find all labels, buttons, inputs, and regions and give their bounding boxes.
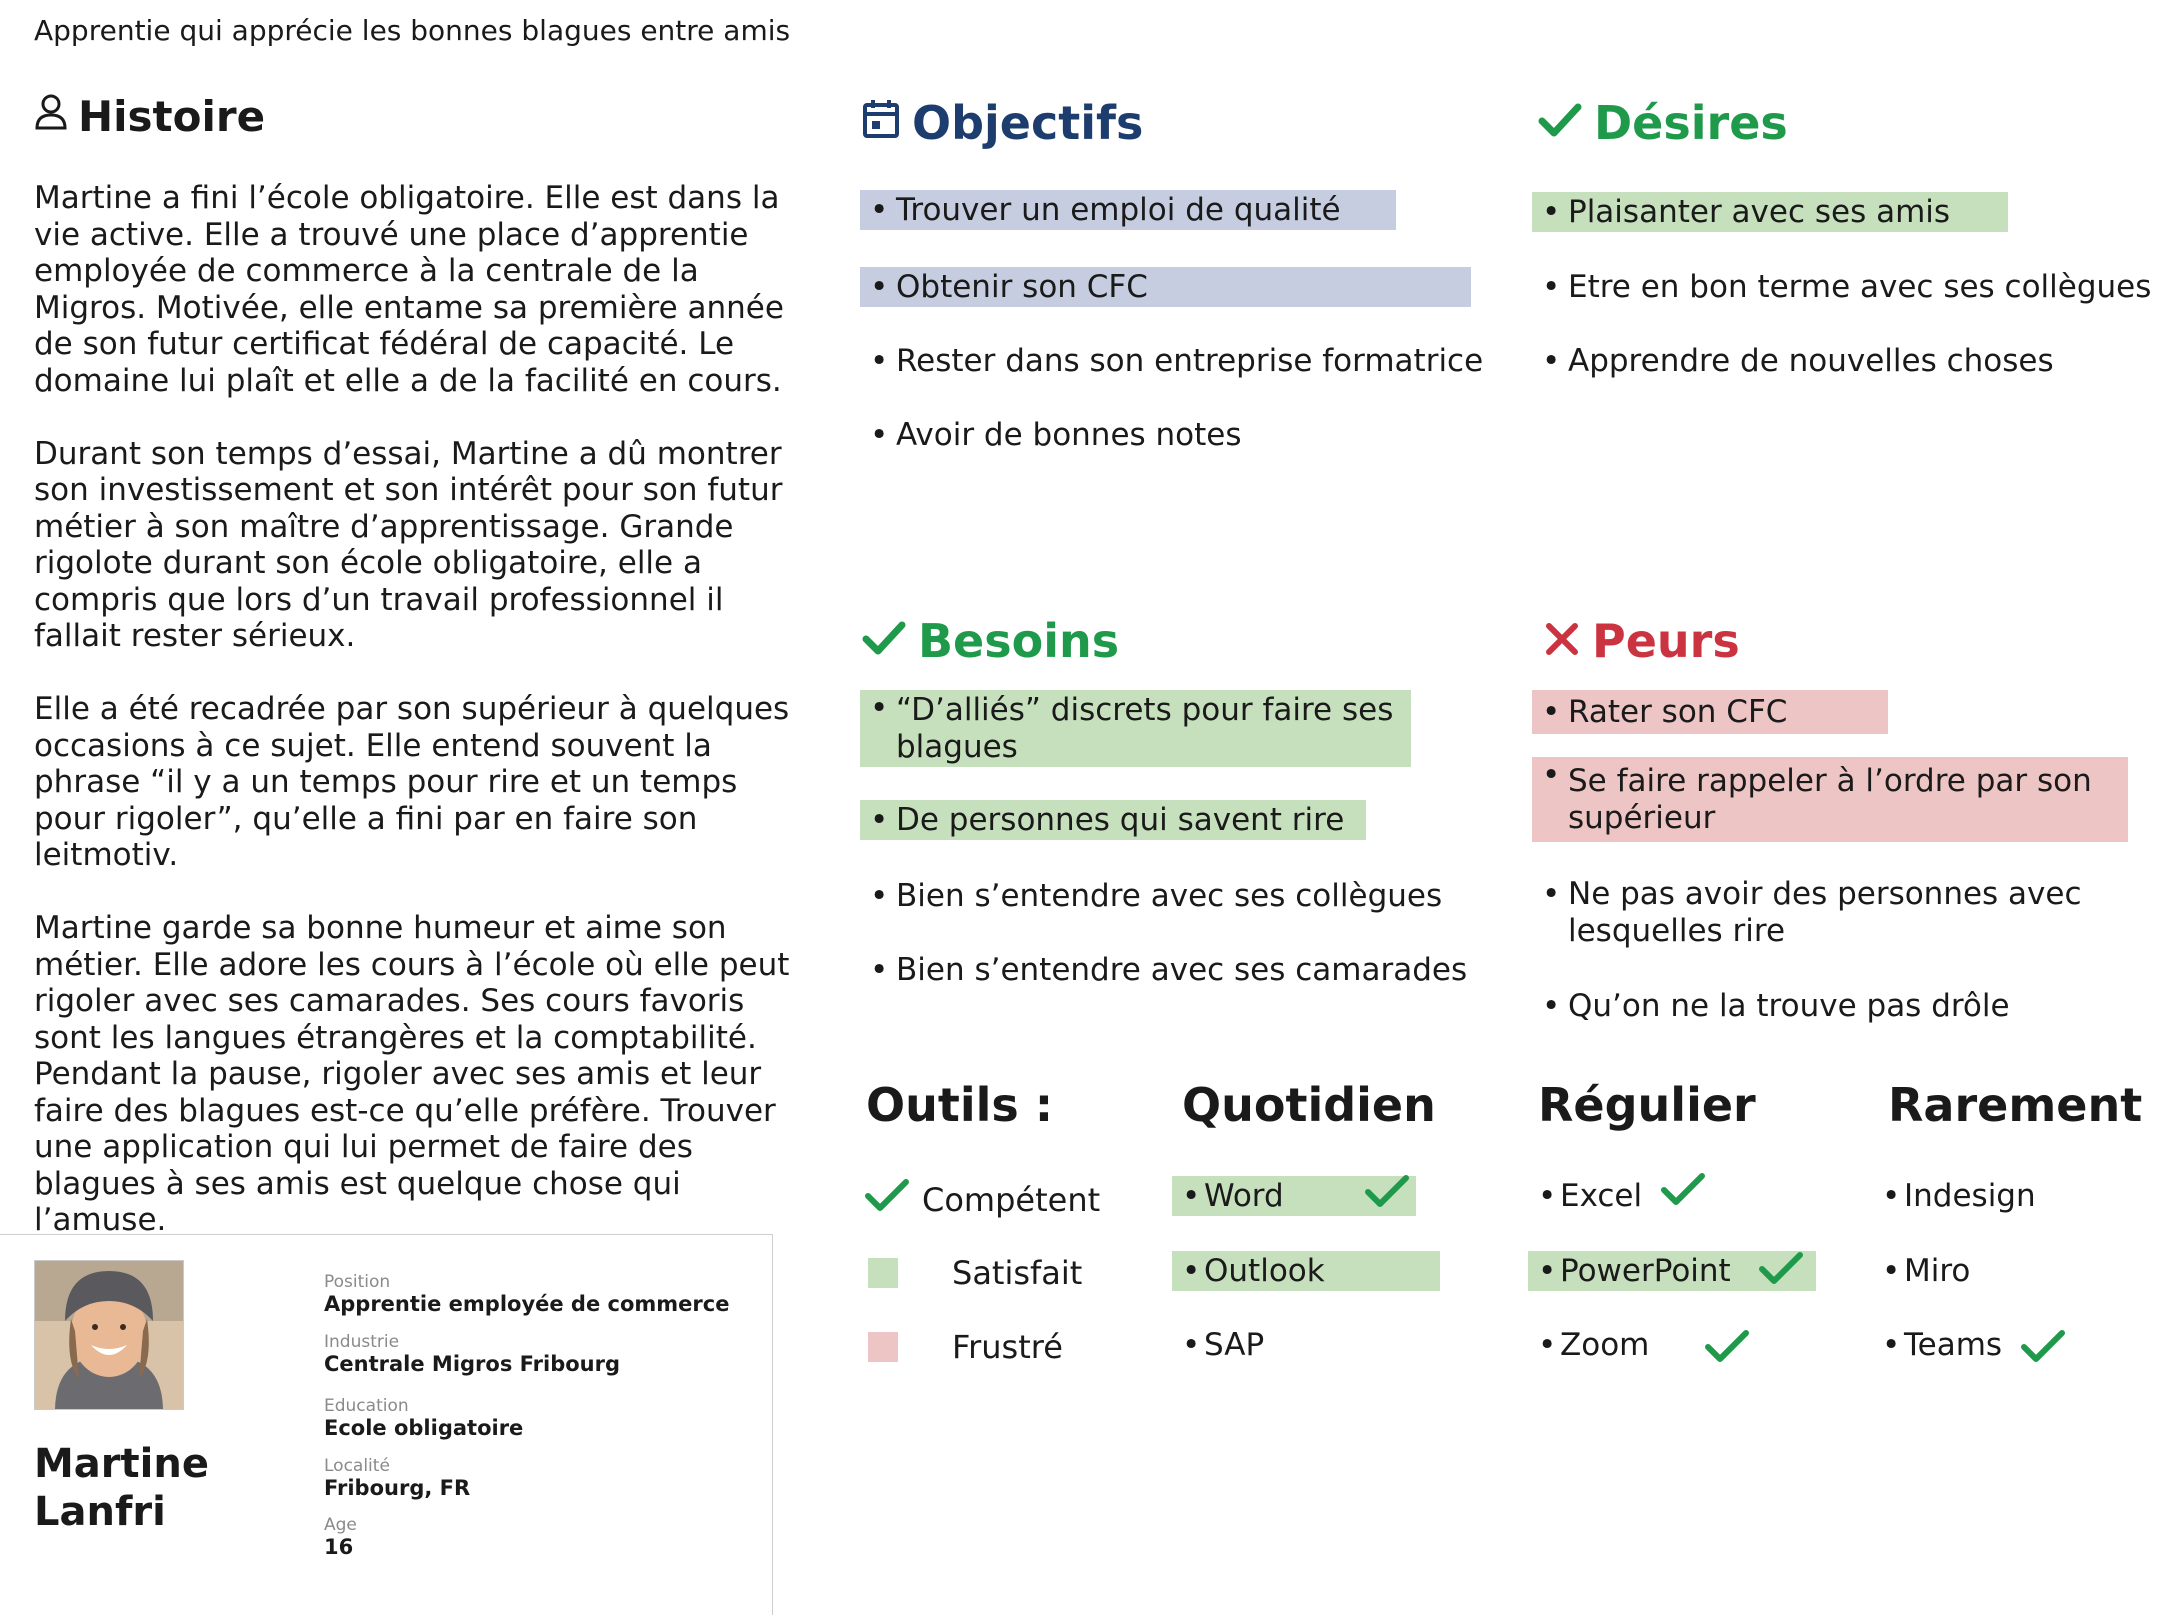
- red-swatch: [868, 1332, 898, 1362]
- outils-heading: Outils :: [866, 1078, 1054, 1132]
- peur-item: • Qu’on ne la trouve pas drôle: [1532, 986, 2128, 1026]
- peurs-title: Peurs: [1592, 614, 1740, 668]
- regulier-heading: Régulier: [1538, 1078, 1756, 1132]
- persona-name: [34, 1440, 209, 1536]
- objectif-item: • Trouver un emploi de qualité: [860, 190, 1396, 230]
- besoins-title: Besoins: [918, 614, 1120, 668]
- last-name: Lanfri: [34, 1489, 166, 1535]
- besoin-item: • Bien s’entendre avec ses collègues: [860, 876, 1536, 916]
- legend-satisfait: [868, 1254, 1082, 1292]
- calendar-icon: [862, 96, 900, 150]
- info-label: Education: [324, 1396, 409, 1416]
- besoin-item: • “D’alliés” discrets pour faire ses blagues: [860, 690, 1411, 767]
- desire-item: • Plaisanter avec ses amis: [1532, 192, 2008, 232]
- info-label: Localité: [324, 1456, 390, 1476]
- peurs-heading: [1544, 614, 1740, 668]
- story-paragraph: Durant son temps d’essai, Martine a dû montrer son investissement et son intérêt pour son futur métier à son maître d’apprentissage. Grande rigolote durant son école obligatoire, elle a compris que lors d’un travail professionnel il fallait rester sérieux.: [34, 435, 783, 654]
- info-value: Centrale Migros Fribourg: [324, 1352, 620, 1376]
- info-label: Age: [324, 1515, 357, 1535]
- checkmark-icon: [864, 1178, 922, 1222]
- tool-item: [1872, 1325, 2144, 1365]
- legend-label: Satisfait: [952, 1254, 1083, 1292]
- info-value: Apprentie employée de commerce: [324, 1292, 730, 1316]
- first-name: Martine: [34, 1441, 209, 1487]
- tool-item: [1528, 1251, 1816, 1291]
- story-paragraph: Martine garde sa bonne humeur et aime son métier. Elle adore les cours à l’école où elle peut rigoler avec ses camarades. Ses cours favoris sont les langues étrangères et la comptabilité. Pendant la pause, rigoler avec ses amis et leur faire des blagues est-ce qu’elle préfère. Trouver une application qui lui permet de faire des blagues à ses amis est quelque chose qui l’amuse.: [34, 910, 790, 1238]
- besoin-item: • De personnes qui savent rire: [860, 800, 1366, 840]
- checkmark-icon: [1364, 1174, 1410, 1220]
- checkmark-icon: [2020, 1329, 2066, 1375]
- info-value: 16: [324, 1535, 354, 1559]
- legend-frustre: [868, 1328, 1063, 1366]
- besoins-heading: [862, 614, 1119, 668]
- objectifs-heading: [862, 96, 1143, 150]
- rarement-heading: Rarement: [1888, 1078, 2143, 1132]
- info-value: Ecole obligatoire: [324, 1416, 524, 1440]
- legend-label: Frustré: [952, 1328, 1063, 1366]
- tool-item: • Indesign: [1872, 1176, 2144, 1216]
- desire-item: • Apprendre de nouvelles choses: [1532, 341, 2168, 381]
- checkmark-icon: [1704, 1329, 1750, 1375]
- tool-item: [1528, 1176, 1800, 1216]
- tool-name: Teams: [1904, 1327, 2003, 1363]
- quotidien-heading: Quotidien: [1182, 1078, 1436, 1132]
- info-label: Position: [324, 1272, 391, 1292]
- desires-title: Désires: [1594, 96, 1788, 150]
- story-paragraph: Elle a été recadrée par son supérieur à quelques occasions à ce sujet. Elle entend souvent la phrase “il y a un temps pour rire et un temps pour rigoler”, qu’elle a fini par en faire son leitmotiv.: [34, 691, 790, 873]
- histoire-title: Histoire: [78, 92, 266, 141]
- tool-name: PowerPoint: [1560, 1253, 1731, 1289]
- tool-name: Word: [1204, 1178, 1284, 1214]
- legend-label: Compétent: [922, 1181, 1101, 1219]
- objectif-item: • Obtenir son CFC: [860, 267, 1471, 307]
- peur-item: • Ne pas avoir des personnes avec lesquelles rire: [1532, 876, 2128, 950]
- tool-item: [1528, 1325, 1800, 1365]
- desires-heading: [1538, 96, 1788, 150]
- besoin-item: • Bien s’entendre avec ses camarades: [860, 950, 1536, 990]
- persona-subtitle: Apprentie qui apprécie les bonnes blagues entre amis: [34, 14, 791, 47]
- objectifs-title: Objectifs: [912, 96, 1144, 150]
- histoire-text: [34, 180, 794, 1275]
- story-paragraph: Martine a fini l’école obligatoire. Elle est dans la vie active. Elle a trouvé une place d’apprentie employée de commerce à la centrale de la Migros. Motivée, elle entame sa première année de son futur certificat fédéral de capacité. Le domaine lui plaît et elle a de la facilité en cours.: [34, 180, 784, 399]
- peur-item: • Rater son CFC: [1532, 690, 1888, 734]
- tool-name: Excel: [1560, 1178, 1643, 1214]
- info-localite: [324, 1456, 470, 1500]
- desire-item: • Etre en bon terme avec ses collègues: [1532, 267, 2168, 307]
- avatar: [34, 1260, 184, 1410]
- tool-item: • SAP: [1172, 1325, 1440, 1365]
- info-age: [324, 1515, 357, 1559]
- info-education: [324, 1396, 523, 1440]
- checkmark-icon: [1660, 1172, 1706, 1218]
- checkmark-icon: [1538, 96, 1582, 150]
- info-value: Fribourg, FR: [324, 1476, 471, 1500]
- objectif-item: • Avoir de bonnes notes: [860, 415, 1536, 455]
- info-label: Industrie: [324, 1332, 400, 1352]
- checkmark-icon: [862, 614, 906, 668]
- cross-icon: [1544, 614, 1580, 668]
- tool-item: • Miro: [1872, 1251, 2144, 1291]
- checkmark-icon: [1758, 1251, 1804, 1297]
- green-swatch: [868, 1258, 898, 1288]
- tool-name: Zoom: [1560, 1327, 1650, 1363]
- histoire-heading: [34, 92, 265, 141]
- tool-item: • Outlook: [1172, 1251, 1440, 1291]
- tool-item: [1172, 1176, 1416, 1216]
- objectif-item: • Rester dans son entreprise formatrice: [860, 341, 1536, 381]
- info-position: [324, 1272, 729, 1316]
- legend-competent: [864, 1178, 1100, 1222]
- info-industrie: [324, 1332, 620, 1376]
- peur-item: • Se faire rappeler à l’ordre par son supérieur: [1532, 757, 2128, 842]
- person-icon: [34, 92, 68, 141]
